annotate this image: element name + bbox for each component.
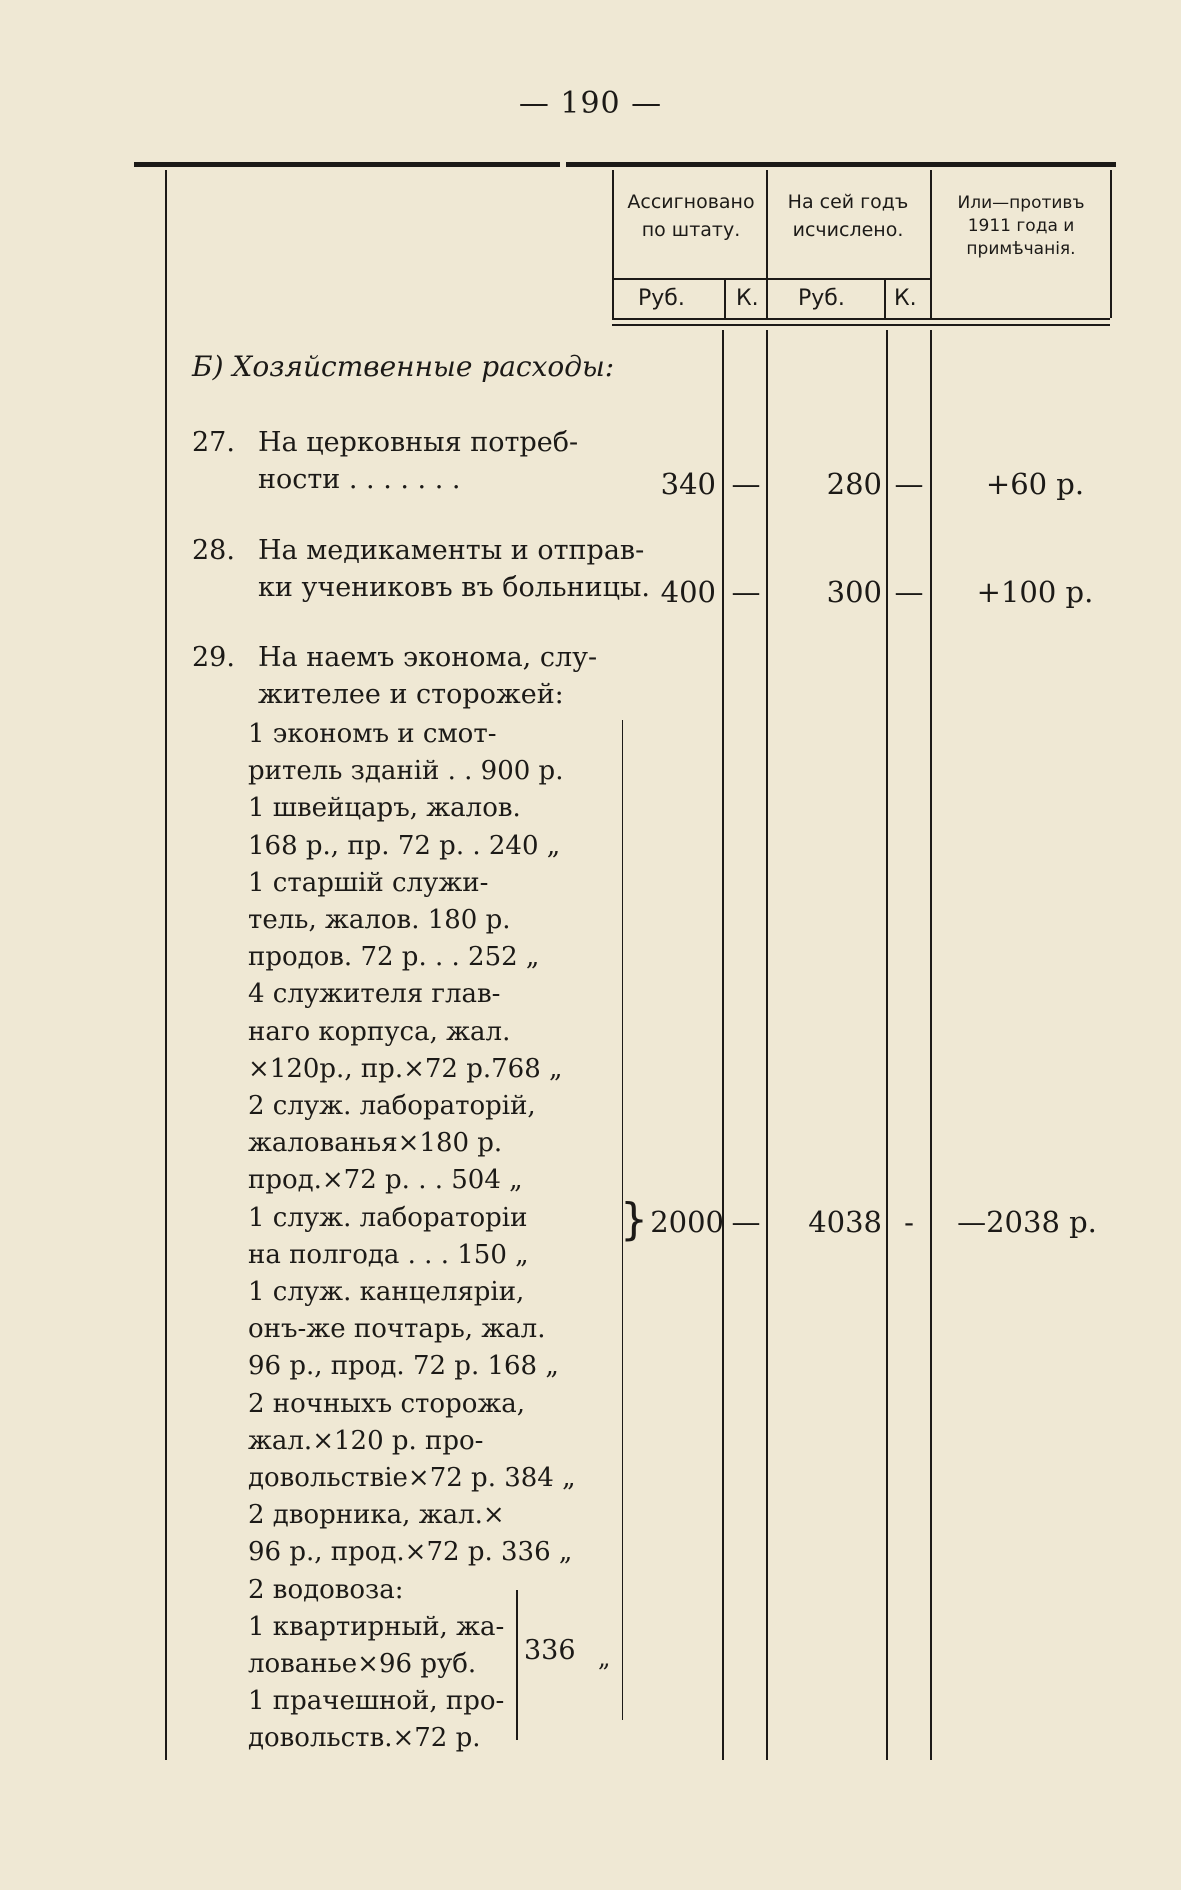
staff-line: 1 старшій служи- [248,867,489,898]
header-current: На сей годъ исчислено. [787,191,909,241]
row-28-diff: +100 р. [976,575,1094,609]
header-kop-sep-1 [724,280,726,318]
staff-line: тель, жалов. 180 р. [248,905,511,935]
row-29-assigned: 2000 [650,1205,724,1239]
staff-line: 2 водовоза: [248,1574,404,1605]
col-line-current [766,170,768,318]
top-rule-left [134,162,560,167]
staff-line: 1 экономъ и смот- [248,719,497,749]
header-bottom-line-2 [612,324,1110,326]
staff-brace: } [620,1194,648,1245]
col-line-current-kop [886,330,888,1760]
row-29-number: 29. [192,642,235,673]
row-28-assigned: 400 [660,575,716,609]
row-29-line-2: жителее и сторожей: [258,679,564,710]
staff-line: ритель зданій . . 900 р. [248,756,564,787]
col-line-assigned [612,170,614,318]
col-line-diff-start [930,330,932,1760]
header-assigned: Ассигновано по штату. [627,191,755,241]
staff-line: 2 ночныхъ сторожа, [248,1388,526,1419]
staff-line: на полгода . . . 150 „ [248,1239,529,1270]
staff-line: 2 служ. лабораторій, [248,1091,536,1121]
staff-line: 1 служ. лабораторіи [248,1202,528,1233]
staff-line: 4 служителя глав- [248,979,501,1010]
row-27-assigned: 340 [660,467,716,501]
staff-line: 96 р., прод. 72 р. 168 „ [248,1351,559,1382]
row-29-current: 4038 [808,1205,882,1239]
row-27-assigned-kop: — [731,467,761,501]
header-diff: Или—противъ 1911 года и примѣчанія. [957,193,1085,259]
left-border-line [165,170,167,1760]
row-29-line-1: На наемъ эконома, слу- [258,642,598,673]
row-27-number: 27. [192,427,235,458]
staff-line: 1 квартирный, жа- [248,1611,505,1642]
staff-line: 1 швейцаръ, жалов. [248,793,521,824]
staff-line: лованье×96 руб. [248,1649,477,1679]
staff-line: 1 прачешной, про- [248,1686,505,1717]
staff-line: ×120р., пр.×72 р.768 „ [248,1053,563,1084]
row-29-diff: —2038 р. [957,1205,1097,1239]
staff-line: онъ-же почтарь, жал. [248,1314,546,1345]
row-28-number: 28. [192,535,235,566]
row-27-current-kop: — [894,467,924,501]
water-carriers-sum: 336 [524,1635,576,1666]
water-carriers-unit: „ [598,1644,611,1672]
staff-line: жал.×120 р. про- [248,1425,484,1456]
row-28-line-1: На медикаменты и отправ- [258,535,645,566]
staff-line: 1 служ. канцеляріи, [248,1277,525,1307]
staff-line: продов. 72 р. . . 252 „ [248,942,540,973]
header-rub-1: Руб. [638,286,685,311]
staff-line: 96 р., прод.×72 р. 336 „ [248,1537,573,1568]
header-rub-2: Руб. [798,286,845,311]
row-29-assigned-kop: — [731,1205,761,1239]
row-27-current: 280 [826,467,882,501]
row-27-line-1: На церковныя потреб- [258,427,579,458]
water-carriers-bracket [516,1590,518,1740]
header-bottom-line [612,318,1110,320]
staff-line: довольствіе×72 р. 384 „ [248,1463,576,1493]
header-kop-1: К. [736,286,759,311]
staff-line: прод.×72 р. . . 504 „ [248,1165,523,1196]
staff-line: 2 дворника, жал.× [248,1500,505,1531]
header-subline [612,278,930,280]
row-28-assigned-kop: — [731,575,761,609]
right-border-line [1110,170,1112,318]
staff-line: жалованья×180 р. [248,1128,503,1159]
row-27-line-2: ности . . . . . . . [258,464,461,495]
header-kop-2: К. [894,286,917,311]
row-28-line-2: ки учениковъ въ больницы. [258,572,651,603]
col-line-diff [930,170,932,318]
header-kop-sep-2 [884,280,886,318]
section-title: Б) Хозяйственные расходы: [192,350,615,383]
page-number: — 190 — [518,86,663,121]
col-line-assigned-kop [722,330,724,1760]
row-29-current-kop: - [904,1205,914,1239]
row-27-diff: +60 р. [985,467,1085,501]
col-line-current-start [766,330,768,1760]
staff-line: наго корпуса, жал. [248,1016,511,1047]
row-28-current-kop: — [894,575,924,609]
staff-line: 168 р., пр. 72 р. . 240 „ [248,830,561,861]
top-rule-right [566,162,1116,167]
staff-line: довольств.×72 р. [248,1723,481,1754]
row-28-current: 300 [826,575,882,609]
